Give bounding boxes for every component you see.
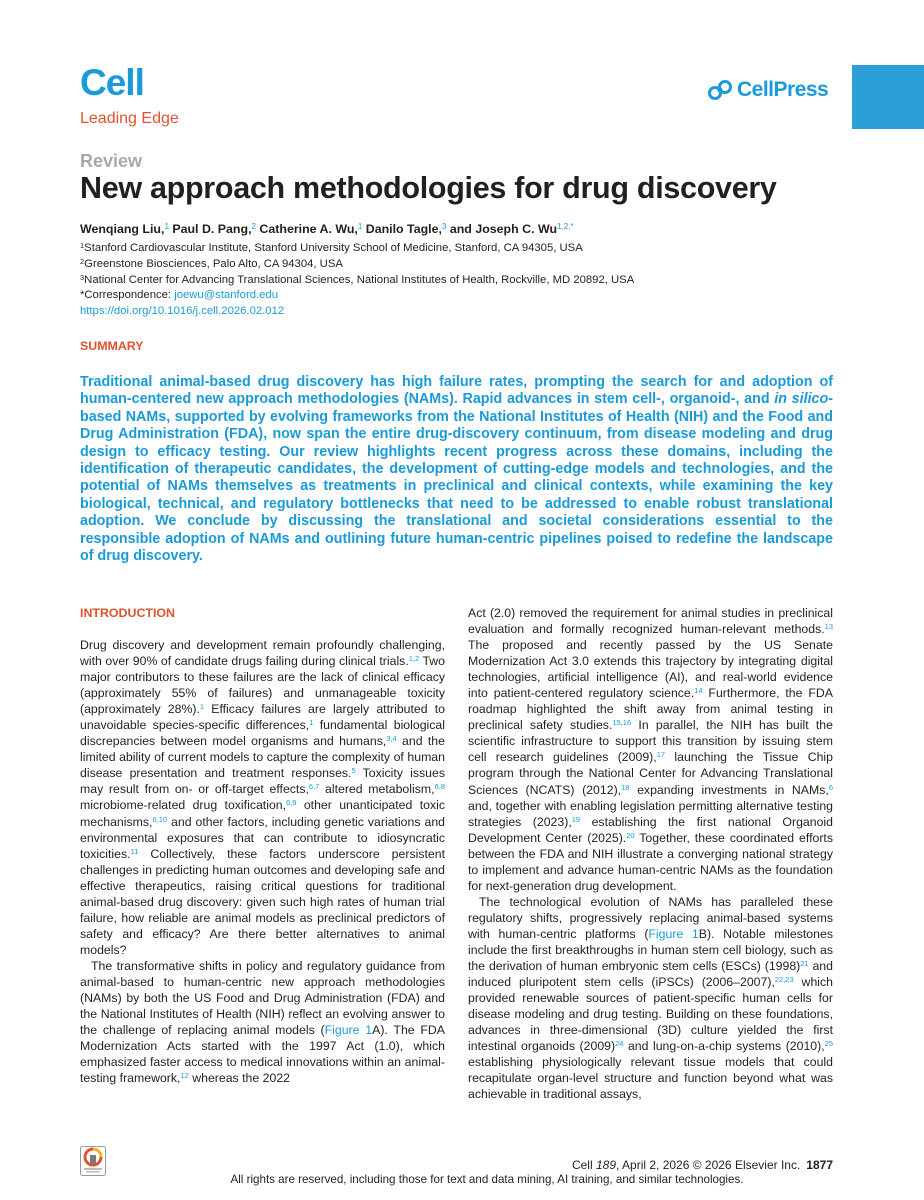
text-run: The proposed and recently passed by the US Senate Modernization Act 3.0 extends this trajectory by integrating digital technologies, artificial intelligence (AI), and real-world evidence into patient-centered regulatory science.: [468, 638, 833, 701]
text-run: Collectively, these factors underscore persistent challenges in predicting human outcomes and developing safe and effective therapeutics, raising critical questions for traditional animal-based drug discovery: given such high rates of human trial failure, how reliable are animal models as preclinical predictors of safety and efficacy? Are there better alternatives to animal models?: [80, 846, 445, 957]
text-run: fundamental biological discrepancies between model organisms and humans,: [80, 718, 445, 749]
author: and Joseph C. Wu: [446, 222, 558, 236]
correspondence-label: *Correspondence:: [80, 289, 175, 301]
corner-tab: [852, 65, 924, 129]
left-column: [80, 637, 445, 1086]
paragraph: [468, 605, 833, 894]
reference-link[interactable]: 21: [800, 959, 809, 969]
text-run: The technological evolution of NAMs has paralleled these regulatory shifts, progressively replacing animal-based systems with human-centric platforms (: [468, 894, 833, 941]
reference-link[interactable]: 5: [351, 766, 356, 776]
author-affiliation-mark: 1,2,*: [557, 222, 574, 231]
introduction-heading: INTRODUCTION: [80, 606, 175, 620]
summary-text: [80, 374, 833, 565]
text-run: Together, these coordinated efforts between the FDA and NIH illustrate a converging national strategy to implement and advance human-centric NAMs as the foundation for next-generation drug development.: [468, 830, 833, 893]
affiliation-text: Stanford Cardiovascular Institute, Stanford University School of Medicine, Stanford, CA 94305, USA: [84, 242, 583, 254]
text-run: and other factors, including genetic variations and environmental exposures that can contribute to idiosyncratic toxicities.: [80, 814, 445, 861]
publisher-name: CellPress: [737, 78, 829, 101]
reference-link[interactable]: 24: [615, 1039, 624, 1049]
reference-link[interactable]: 13: [824, 622, 833, 632]
reference-link[interactable]: 6,10: [152, 814, 168, 824]
text-run: and the limited ability of current models to capture the complexity of human disease presentation and treatment responses.: [80, 734, 445, 781]
text-run: establishing the first national Organoid Development Center (2025).: [468, 814, 833, 845]
reference-link[interactable]: 19: [571, 814, 581, 824]
section-name: Leading Edge: [80, 110, 179, 127]
footer-volume: 189: [595, 1158, 617, 1172]
affiliation: [80, 273, 634, 286]
summary-heading: SUMMARY: [80, 339, 144, 353]
affiliation-text: National Center for Advancing Translational Sciences, National Institutes of Health, Rockville, MD 20892, USA: [84, 274, 635, 286]
text-run: whereas the 2022: [188, 1071, 290, 1086]
summary-part: -based NAMs, supported by evolving frameworks from the National Institutes of Health (NIH) and the Food and Drug Administration (FDA), now span the entire drug-discovery continuum, from disease modeling and drug design to efficacy testing. Our review highlights recent progress across these domains, including the identification of therapeutic candidates, the development of cutting-edge models and technologies, and the potential of NAMs themselves as treatments in preclinical and clinical contexts, while examining the key biological, technical, and regulatory bottlenecks that need to be addressed to enable robust translational adoption. We conclude by discussing the translational and societal considerations essential to the responsible adoption of NAMs and outlining future human-centric pipelines poised to redefine the landscape of drug discovery.: [80, 391, 833, 565]
reference-link[interactable]: 25: [824, 1039, 833, 1049]
rights-notice: All rights are reserved, including those for text and data mining, AI training, and similar technologies.: [230, 1173, 744, 1186]
author: Wenqiang Liu,: [80, 222, 165, 236]
cellpress-logo-icon: [708, 79, 734, 101]
text-run: Act (2.0) removed the requirement for animal studies in preclinical evaluation and formally recognized human-relevant methods.: [468, 606, 833, 637]
reference-link[interactable]: 15,16: [612, 718, 632, 728]
reference-link[interactable]: 18: [621, 782, 630, 792]
text-run: expanding investments in NAMs,: [629, 782, 829, 797]
reference-link[interactable]: 17: [656, 750, 666, 760]
author-affiliation-mark: 1: [164, 222, 169, 231]
page-number: 1877: [806, 1158, 833, 1172]
text-run: altered metabolism,: [319, 782, 435, 797]
text-run: Drug discovery and development remain profoundly challenging, with over 90% of candidate drugs failing during clinical trials.: [80, 638, 445, 669]
affiliation-text: Greenstone Biosciences, Palo Alto, CA 94304, USA: [84, 258, 343, 270]
text-run: Toxicity issues may result from on- or off-target effects,: [80, 766, 446, 797]
right-column: [468, 605, 833, 1102]
reference-link[interactable]: 1: [199, 702, 205, 712]
footer-journal: Cell: [571, 1158, 596, 1172]
doi-link[interactable]: https://doi.org/10.1016/j.cell.2026.02.012: [80, 305, 285, 317]
reference-link[interactable]: 1: [309, 718, 314, 728]
author-list: [80, 222, 573, 236]
author: Paul D. Pang,: [168, 222, 252, 236]
text-run: and, together with enabling legislation permitting alternative testing strategies (2023),: [468, 798, 833, 829]
correspondence: [80, 289, 278, 301]
text-run: The transformative shifts in policy and regulatory guidance from animal-based to human-centric new approach methodologies (NAMs) by both the US Food and Drug Administration (FDA) and the National Institutes of Health (NIH) reflect an evolving answer to the challenge of replacing animal models (: [80, 958, 445, 1038]
text-run: other unanticipated toxic mechanisms,: [80, 798, 445, 829]
text-run: Furthermore, the FDA roadmap highlighted the shift away from animal testing in preclinical safety studies.: [468, 686, 833, 733]
check-for-updates-icon[interactable]: [80, 1146, 106, 1176]
author: Danilo Tagle,: [362, 222, 442, 236]
paragraph: [80, 958, 445, 1086]
text-run: microbiome-related drug toxification,: [80, 798, 287, 813]
text-run: Efficacy failures are largely attributed to unavoidable species-specific differences,: [80, 702, 445, 733]
affiliation: [80, 257, 343, 270]
reference-link[interactable]: 11: [130, 846, 139, 856]
summary-part: Traditional animal-based drug discovery has high failure rates, prompting the search for and adoption of human-centered new approach methodologies (NAMs). Rapid advances in stem cell-, organoid-, and: [80, 374, 833, 408]
reference-link[interactable]: 20: [626, 830, 635, 840]
affiliation-number: 1: [80, 241, 85, 250]
reference-link[interactable]: 12: [180, 1071, 189, 1081]
reference-link[interactable]: 6,9: [286, 798, 297, 808]
paragraph: [468, 894, 833, 1103]
text-run: and lung-on-a-chip systems (2010),: [623, 1039, 825, 1054]
text-run: and induced pluripotent stem cells (iPSCs) (2006–2007),: [468, 959, 833, 990]
footer-date: , April 2, 2026 © 2026 Elsevier Inc.: [616, 1158, 801, 1172]
paragraph: [80, 637, 445, 958]
summary-italic: in silico: [774, 391, 829, 408]
author-affiliation-mark: 1: [357, 222, 363, 231]
reference-link[interactable]: 6,8: [434, 782, 445, 792]
text-run: launching the Tissue Chip program through the National Center for Advancing Translational Sciences (NCATS) (2012),: [468, 750, 833, 797]
affiliation: [80, 241, 583, 254]
reference-link[interactable]: 14: [694, 686, 703, 696]
reference-link[interactable]: 6,7: [308, 782, 320, 792]
affiliation-number: 2: [80, 257, 85, 266]
text-run: establishing physiologically relevant tissue models that could recapitulate organ-level structure and function beyond what was achievable in traditional assays,: [468, 1055, 833, 1102]
article-type: Review: [80, 151, 143, 171]
correspondence-email-link[interactable]: joewu@stanford.edu: [174, 289, 278, 301]
reference-link[interactable]: 1,2: [408, 654, 420, 664]
author-affiliation-mark: 3: [441, 222, 447, 231]
reference-link[interactable]: 3,4: [386, 734, 397, 744]
text-run: A). The FDA Modernization Acts started with the 1997 Act (1.0), which emphasized faster access to medical innovations within an animal-testing framework,: [80, 1023, 446, 1086]
text-run: Two major contributors to these failures are the lack of clinical efficacy (approximately 55% of failures) and unmanageable toxicity (approximately 28%).: [80, 654, 446, 717]
citation-footer: [572, 1158, 833, 1172]
article-title: New approach methodologies for drug discovery: [80, 171, 777, 205]
text-run: In parallel, the NIH has built the scientific infrastructure to support this transition by issuing stem cell research guidelines (2009),: [468, 718, 833, 765]
reference-link[interactable]: 6: [828, 782, 833, 792]
figure-link[interactable]: Figure 1: [324, 1023, 373, 1038]
text-run: B). Notable milestones include the first breakthroughs in human stem cell biology, such as the derivation of human embryonic stem cells (ESCs) (1998): [468, 926, 833, 974]
text-run: which provided renewable sources of patient-specific human cells for disease modeling and drug testing. Building on these foundations, advances in three-dimensional (3D) culture yielded the first intestinal organoids (2009): [468, 975, 833, 1054]
reference-link[interactable]: 22,23: [774, 975, 794, 985]
author: Catherine A. Wu,: [255, 222, 358, 236]
journal-logo: Cell: [80, 62, 144, 103]
figure-link[interactable]: Figure 1: [648, 926, 699, 941]
affiliation-number: 3: [80, 273, 85, 282]
author-affiliation-mark: 2: [251, 222, 256, 231]
publisher-logo: [708, 78, 828, 102]
